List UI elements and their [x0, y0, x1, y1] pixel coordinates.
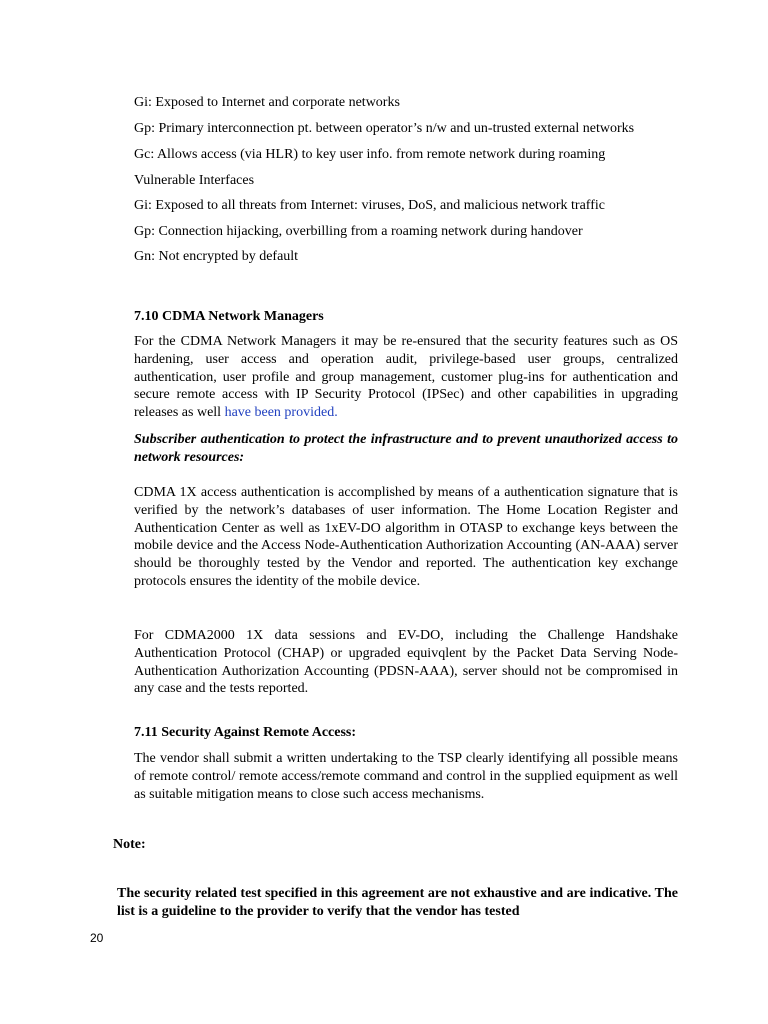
- vulnerable-interfaces-label: Vulnerable Interfaces: [134, 173, 255, 188]
- interface-line-gp: Gp: Primary interconnection pt. between operator’s n/w and un-trusted external networks: [134, 121, 635, 136]
- section-7-11-paragraph: The vendor shall submit a written undertaking to the TSP clearly identifying all possible means of remote control/ remote access/remote command and control in the supplied equipment as well as suitable mitigation means to close such access mechanisms.: [134, 751, 678, 802]
- subscriber-authentication-subheading: Subscriber authentication to protect the infrastructure and to prevent unauthorized access to network resources:: [134, 432, 678, 465]
- interface-line-gc: Gc: Allows access (via HLR) to key user info. from remote network during roaming: [134, 147, 606, 162]
- note-label: Note:: [113, 837, 146, 852]
- note-text: The security related test specified in this agreement are not exhaustive and are indicative. The list is a guideline to the provider to verify that the vendor has tested: [117, 886, 678, 919]
- vulnerable-line-gn: Gn: Not encrypted by default: [134, 249, 299, 264]
- interface-line-gi: Gi: Exposed to Internet and corporate networks: [134, 95, 400, 110]
- section-7-10-paragraph: [134, 333, 678, 422]
- section-7-10-paragraph-text: For the CDMA Network Managers it may be re-ensured that the security features such as OS hardening, user access and operation audit, privilege-based user groups, centralized authentication, user profile and group management, customer plug-ins for authentication and secure remote access with IP Security Protocol (IPSec) and other capabilities in upgrading releases as well: [134, 334, 678, 421]
- section-7-10-heading: 7.10 CDMA Network Managers: [134, 309, 324, 324]
- page-number: 20: [90, 931, 104, 945]
- vulnerable-line-gi: Gi: Exposed to all threats from Internet: viruses, DoS, and malicious network traffic: [134, 198, 605, 213]
- have-been-provided-link[interactable]: have been provided.: [224, 405, 338, 421]
- section-7-11-heading: 7.11 Security Against Remote Access:: [134, 725, 357, 740]
- vulnerable-line-gp: Gp: Connection hijacking, overbilling from a roaming network during handover: [134, 224, 583, 239]
- cdma2000-data-sessions-paragraph: For CDMA2000 1X data sessions and EV-DO, including the Challenge Handshake Authentication Protocol (CHAP) or upgraded equivqlent by the Packet Data Serving Node-Authentication Authorization Accounting (PDSN-AAA), server should not be compromised in any case and the tests reported.: [134, 628, 678, 697]
- cdma-1x-authentication-paragraph: CDMA 1X access authentication is accomplished by means of a authentication signature that is verified by the network’s databases of user information. The Home Location Register and Authentication Center as well as 1xEV-DO algorithm in OTASP to exchange keys between the mobile device and the Access Node-Authentication Authorization Accounting (AN-AAA) server should be thoroughly tested by the Vendor and reported. The authentication key exchange protocols ensures the identity of the mobile device.: [134, 485, 678, 589]
